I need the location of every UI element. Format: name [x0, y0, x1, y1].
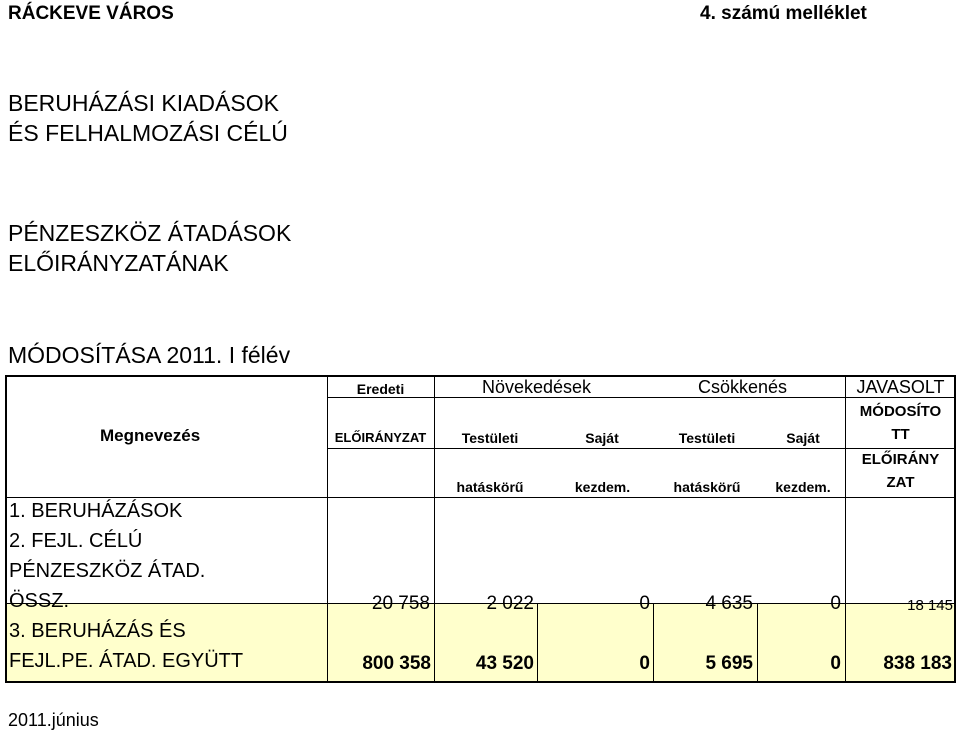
- title-line-2: ÉS FELHALMOZÁSI CÉLÚ: [8, 120, 288, 146]
- title-line-4: ELŐIRÁNYZATÁNAK: [8, 250, 229, 276]
- cell-testuleti-1: 2 022: [486, 593, 534, 614]
- header-modosito-2: TT: [891, 426, 910, 443]
- header-testuleti-2: Testületi: [678, 430, 736, 446]
- row-label-total-line-2: FEJL.PE. ÁTAD. EGYÜTT: [9, 650, 244, 672]
- row-divider: [327, 448, 956, 449]
- header-modosito-4: ZAT: [886, 474, 915, 491]
- total-javasolt: 838 183: [883, 653, 952, 674]
- header-eloiranyzat: ELŐIRÁNYZAT: [334, 430, 427, 445]
- row-label-fejl-line-1: 2. FEJL. CÉLÚ: [9, 530, 143, 552]
- row-label-fejl-line-3: ÖSSZ.: [9, 590, 70, 612]
- total-testuleti-1: 43 520: [475, 653, 534, 674]
- header-kezdem-1: kezdem.: [574, 479, 631, 495]
- cell-eredeti: 20 758: [371, 593, 430, 614]
- header-sajat-2: Saját: [786, 430, 820, 446]
- header-novekedesek: Növekedések: [481, 377, 592, 397]
- col-divider: [537, 603, 538, 683]
- col-divider: [434, 375, 435, 683]
- col-divider: [327, 375, 328, 683]
- header-eredeti: Eredeti: [356, 381, 405, 397]
- header-javasolt: JAVASOLT: [856, 377, 945, 397]
- row-divider: [5, 497, 956, 498]
- col-divider: [845, 375, 846, 683]
- total-sajat-2: 0: [830, 653, 841, 674]
- total-eredeti: 800 358: [362, 653, 431, 674]
- cell-javasolt: 18 145: [907, 597, 953, 614]
- row-label-total-line-1: 3. BERUHÁZÁS ÉS: [9, 620, 186, 642]
- header-testuleti-1: Testületi: [461, 430, 519, 446]
- header-hataskoru-1: hatáskörű: [456, 479, 524, 495]
- footer-date: 2011.június: [8, 710, 99, 730]
- header-modosito-3: ELŐIRÁNY: [861, 451, 940, 468]
- annex-number: 4. számú melléklet: [700, 3, 867, 24]
- cell-testuleti-2: 4 635: [705, 593, 753, 614]
- title-line-1: BERUHÁZÁSI KIADÁSOK: [8, 90, 279, 116]
- title-line-3: PÉNZESZKÖZ ÁTADÁSOK: [8, 220, 292, 246]
- header-csokkenes: Csökkenés: [697, 377, 788, 397]
- title-line-5: MÓDOSÍTÁSA 2011. I félév: [8, 342, 291, 368]
- header-megnevezes: Megnevezés: [100, 426, 201, 445]
- cell-sajat-2: 0: [830, 593, 841, 614]
- row-label-beruhazasok: 1. BERUHÁZÁSOK: [9, 500, 183, 522]
- city-name: RÁCKEVE VÁROS: [8, 3, 174, 24]
- row-label-fejl-line-2: PÉNZESZKÖZ ÁTAD.: [9, 560, 206, 582]
- total-sajat-1: 0: [639, 653, 650, 674]
- header-kezdem-2: kezdem.: [775, 479, 831, 495]
- cell-sajat-1: 0: [639, 593, 650, 614]
- header-hataskoru-2: hatáskörű: [673, 479, 741, 495]
- total-testuleti-2: 5 695: [705, 653, 753, 674]
- header-sajat-1: Saját: [585, 430, 619, 446]
- header-modosito-1: MÓDOSÍTO: [859, 403, 942, 420]
